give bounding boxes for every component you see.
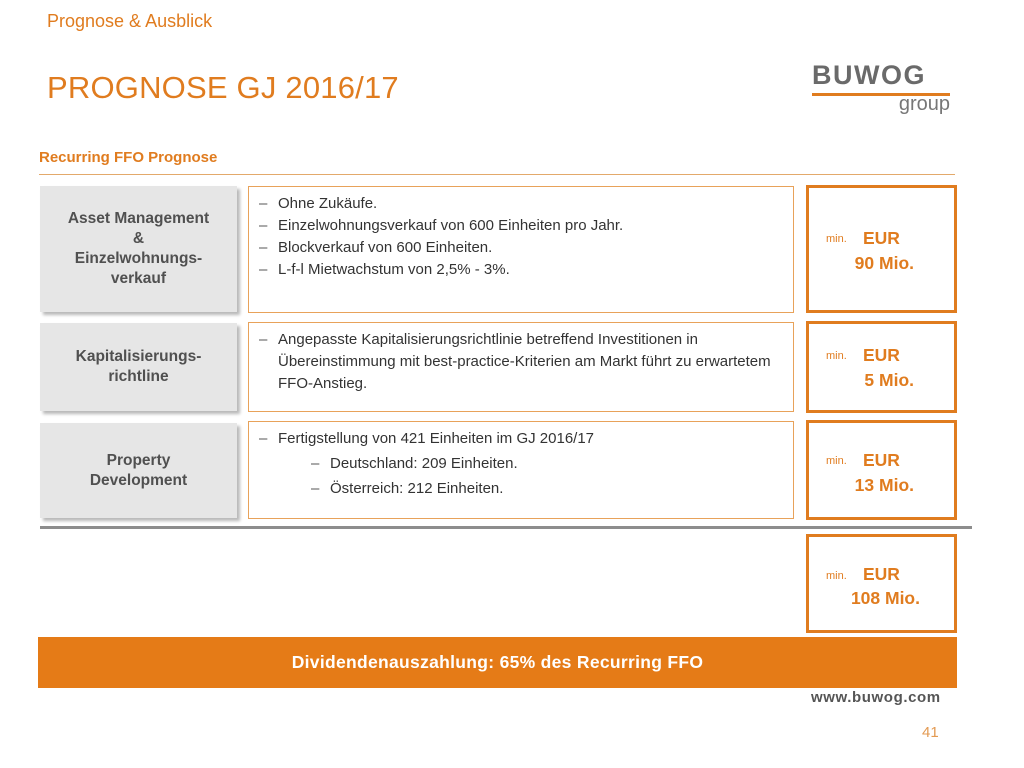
- bullet-item: – Einzelwohnungsverkauf von 600 Einheiten pro Jahr.: [259, 215, 783, 237]
- section-heading: Recurring FFO Prognose: [39, 149, 218, 166]
- row-description-asset-management: [248, 186, 794, 313]
- page-title: PROGNOSE GJ 2016/17: [47, 70, 399, 105]
- row-description-kapitalisierung: [248, 322, 794, 412]
- value-amount: 108 Mio.: [850, 588, 920, 608]
- value-amount: 90 Mio.: [854, 253, 914, 273]
- logo-wordmark: BUWOG: [812, 60, 926, 90]
- logo-group-text: group: [898, 93, 950, 115]
- value-box-kapitalisierung: [806, 321, 957, 413]
- bullet-item: – Ohne Zukäufe.: [259, 193, 783, 215]
- bullet-item: – L-f-l Mietwachstum von 2,5% - 3%.: [259, 259, 783, 281]
- value-box-total: [806, 534, 957, 633]
- value-box-asset-management: [806, 185, 957, 313]
- value-currency: EUR: [863, 345, 900, 365]
- total-divider: [40, 526, 972, 529]
- value-box-property-development: [806, 420, 957, 520]
- sub-bullet-item: – Österreich: 212 Einheiten.: [259, 478, 783, 500]
- value-min-prefix: min.: [826, 570, 847, 582]
- website-link[interactable]: www.buwog.com: [811, 689, 941, 706]
- value-min-prefix: min.: [826, 455, 847, 467]
- value-currency: EUR: [863, 228, 900, 248]
- value-min-prefix: min.: [826, 233, 847, 245]
- page-number: 41: [922, 724, 939, 741]
- value-currency: EUR: [863, 450, 900, 470]
- dividend-banner: Dividendenauszahlung: 65% des Recurring FFO: [38, 637, 957, 688]
- row-label-asset-management: Asset Management & Einzelwohnungs- verkauf: [40, 186, 237, 312]
- value-min-prefix: min.: [826, 350, 847, 362]
- bullet-item: – Blockverkauf von 600 Einheiten.: [259, 237, 783, 259]
- row-label-kapitalisierung: Kapitalisierungs- richtline: [40, 323, 237, 411]
- bullet-item: – Fertigstellung von 421 Einheiten im GJ 2016/17: [259, 428, 783, 450]
- row-label-property-development: Property Development: [40, 423, 237, 518]
- sub-bullet-item: – Deutschland: 209 Einheiten.: [259, 453, 783, 475]
- bullet-item: – Angepasste Kapitalisierungsrichtlinie betreffend Investitionen in Übereinstimmung mit best-practice-Kriterien am Markt führt zu erwartetem FFO-Anstieg.: [259, 329, 783, 395]
- section-divider: [39, 174, 955, 175]
- value-currency: EUR: [863, 564, 900, 584]
- value-amount: 5 Mio.: [864, 370, 914, 390]
- value-amount: 13 Mio.: [854, 475, 914, 495]
- breadcrumb: Prognose & Ausblick: [47, 11, 213, 31]
- buwog-logo: [808, 60, 954, 120]
- row-description-property-development: [248, 421, 794, 519]
